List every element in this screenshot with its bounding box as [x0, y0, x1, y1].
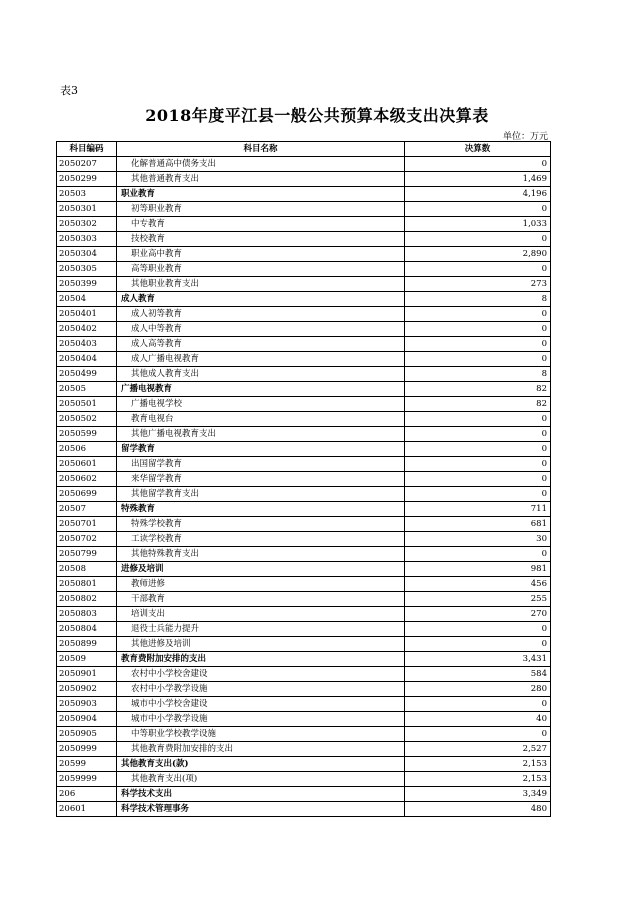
row-name: 化解普通高中债务支出: [117, 157, 405, 172]
row-name: 广播电视学校: [117, 397, 405, 412]
table-row: [57, 742, 551, 757]
row-code: 2050499: [57, 367, 117, 382]
row-value: 0: [405, 622, 551, 637]
row-value: 4,196: [405, 187, 551, 202]
row-code: 20508: [57, 562, 117, 577]
row-code: 2050404: [57, 352, 117, 367]
row-name: 退役士兵能力提升: [117, 622, 405, 637]
row-code: 2050402: [57, 322, 117, 337]
row-value: 480: [405, 802, 551, 817]
row-value: 0: [405, 547, 551, 562]
row-value: 456: [405, 577, 551, 592]
row-value: 280: [405, 682, 551, 697]
row-name: 成人教育: [117, 292, 405, 307]
row-code: 20507: [57, 502, 117, 517]
table-number-label: 表3: [60, 84, 78, 97]
row-code: 2050501: [57, 397, 117, 412]
row-value: 3,349: [405, 787, 551, 802]
row-code: 2050903: [57, 697, 117, 712]
row-name: 工读学校教育: [117, 532, 405, 547]
row-code: 2050303: [57, 232, 117, 247]
row-name: 培训支出: [117, 607, 405, 622]
table-row: [57, 232, 551, 247]
page-title: 2018年度平江县一般公共预算本级支出决算表: [145, 106, 489, 125]
row-name: 干部教育: [117, 592, 405, 607]
row-code: 2050904: [57, 712, 117, 727]
row-code: 2050403: [57, 337, 117, 352]
table-row: [57, 397, 551, 412]
row-name: 特殊教育: [117, 502, 405, 517]
row-value: 255: [405, 592, 551, 607]
row-name: 其他进修及培训: [117, 637, 405, 652]
table-row: [57, 367, 551, 382]
row-code: 2050699: [57, 487, 117, 502]
row-value: 82: [405, 382, 551, 397]
budget-table: [56, 141, 551, 817]
table-row: [57, 592, 551, 607]
table-header-row: [57, 142, 551, 157]
table-body: [57, 157, 551, 817]
row-value: 0: [405, 232, 551, 247]
row-value: 30: [405, 532, 551, 547]
row-name: 其他职业教育支出: [117, 277, 405, 292]
row-value: 0: [405, 262, 551, 277]
row-value: 1,469: [405, 172, 551, 187]
table-row: [57, 787, 551, 802]
row-name: 成人广播电视教育: [117, 352, 405, 367]
row-name: 城市中小学教学设施: [117, 712, 405, 727]
row-name: 其他普通教育支出: [117, 172, 405, 187]
table-row: [57, 652, 551, 667]
row-name: 广播电视教育: [117, 382, 405, 397]
row-name: 进修及培训: [117, 562, 405, 577]
row-name: 教育电视台: [117, 412, 405, 427]
row-value: 8: [405, 292, 551, 307]
row-name: 高等职业教育: [117, 262, 405, 277]
row-name: 科学技术支出: [117, 787, 405, 802]
row-value: 273: [405, 277, 551, 292]
table-row: [57, 292, 551, 307]
table-row: [57, 577, 551, 592]
row-code: 2050305: [57, 262, 117, 277]
table-row: [57, 277, 551, 292]
row-code: 2050299: [57, 172, 117, 187]
row-value: 2,890: [405, 247, 551, 262]
table-row: [57, 247, 551, 262]
row-code: 2050999: [57, 742, 117, 757]
row-name: 职业教育: [117, 187, 405, 202]
row-name: 农村中小学教学设施: [117, 682, 405, 697]
table-row: [57, 187, 551, 202]
row-name: 教育费附加安排的支出: [117, 652, 405, 667]
row-code: 20505: [57, 382, 117, 397]
table-row: [57, 352, 551, 367]
row-value: 0: [405, 442, 551, 457]
row-code: 2050502: [57, 412, 117, 427]
row-code: 2050799: [57, 547, 117, 562]
row-name: 城市中小学校舍建设: [117, 697, 405, 712]
table-row: [57, 337, 551, 352]
table-row: [57, 217, 551, 232]
table-row: [57, 517, 551, 532]
row-code: 2050207: [57, 157, 117, 172]
row-name: 教师进修: [117, 577, 405, 592]
table-row: [57, 547, 551, 562]
row-code: 2050899: [57, 637, 117, 652]
row-value: 584: [405, 667, 551, 682]
row-value: 981: [405, 562, 551, 577]
row-value: 0: [405, 472, 551, 487]
row-code: 20506: [57, 442, 117, 457]
row-value: 0: [405, 322, 551, 337]
row-code: 2050304: [57, 247, 117, 262]
table-row: [57, 262, 551, 277]
table-row: [57, 532, 551, 547]
table-row: [57, 487, 551, 502]
row-name: 其他广播电视教育支出: [117, 427, 405, 442]
row-name: 中专教育: [117, 217, 405, 232]
row-name: 出国留学教育: [117, 457, 405, 472]
row-code: 2050399: [57, 277, 117, 292]
table-row: [57, 307, 551, 322]
row-name: 其他教育支出(项): [117, 772, 405, 787]
row-code: 2050702: [57, 532, 117, 547]
row-value: 0: [405, 157, 551, 172]
row-name: 其他留学教育支出: [117, 487, 405, 502]
row-code: 20509: [57, 652, 117, 667]
table-row: [57, 607, 551, 622]
table-row: [57, 202, 551, 217]
table-row: [57, 772, 551, 787]
row-code: 2050804: [57, 622, 117, 637]
row-value: 0: [405, 202, 551, 217]
row-name: 初等职业教育: [117, 202, 405, 217]
row-value: 3,431: [405, 652, 551, 667]
row-name: 技校教育: [117, 232, 405, 247]
row-value: 0: [405, 727, 551, 742]
row-code: 2050802: [57, 592, 117, 607]
row-name: 其他教育支出(款): [117, 757, 405, 772]
row-code: 20601: [57, 802, 117, 817]
table-row: [57, 427, 551, 442]
row-code: 2050601: [57, 457, 117, 472]
row-value: 0: [405, 352, 551, 367]
row-code: 2050602: [57, 472, 117, 487]
row-code: 2050701: [57, 517, 117, 532]
table-row: [57, 562, 551, 577]
row-name: 成人初等教育: [117, 307, 405, 322]
table-row: [57, 697, 551, 712]
row-value: 0: [405, 457, 551, 472]
table-row: [57, 712, 551, 727]
row-name: 中等职业学校教学设施: [117, 727, 405, 742]
table-row: [57, 622, 551, 637]
row-name: 职业高中教育: [117, 247, 405, 262]
header-value: 决算数: [405, 142, 551, 157]
header-code: 科目编码: [57, 142, 117, 157]
row-value: 0: [405, 487, 551, 502]
row-code: 2050302: [57, 217, 117, 232]
row-name: 其他成人教育支出: [117, 367, 405, 382]
row-name: 农村中小学校舍建设: [117, 667, 405, 682]
row-value: 40: [405, 712, 551, 727]
table-row: [57, 442, 551, 457]
row-code: 2050902: [57, 682, 117, 697]
table-row: [57, 322, 551, 337]
row-value: 0: [405, 412, 551, 427]
row-value: 711: [405, 502, 551, 517]
table-row: [57, 502, 551, 517]
header-name: 科目名称: [117, 142, 405, 157]
table-row: [57, 457, 551, 472]
row-value: 0: [405, 427, 551, 442]
table-row: [57, 637, 551, 652]
row-name: 留学教育: [117, 442, 405, 457]
row-value: 1,033: [405, 217, 551, 232]
row-code: 20503: [57, 187, 117, 202]
row-code: 20599: [57, 757, 117, 772]
row-code: 2050401: [57, 307, 117, 322]
row-name: 科学技术管理事务: [117, 802, 405, 817]
row-code: 2050599: [57, 427, 117, 442]
row-name: 成人高等教育: [117, 337, 405, 352]
table-row: [57, 757, 551, 772]
row-value: 0: [405, 637, 551, 652]
row-value: 82: [405, 397, 551, 412]
row-name: 其他教育费附加安排的支出: [117, 742, 405, 757]
row-code: 2050905: [57, 727, 117, 742]
row-code: 2059999: [57, 772, 117, 787]
row-value: 2,153: [405, 757, 551, 772]
row-code: 2050803: [57, 607, 117, 622]
table-row: [57, 727, 551, 742]
row-value: 0: [405, 697, 551, 712]
table-row: [57, 472, 551, 487]
row-name: 来华留学教育: [117, 472, 405, 487]
row-value: 2,153: [405, 772, 551, 787]
row-code: 206: [57, 787, 117, 802]
row-name: 成人中等教育: [117, 322, 405, 337]
row-name: 其他特殊教育支出: [117, 547, 405, 562]
row-code: 2050801: [57, 577, 117, 592]
row-value: 270: [405, 607, 551, 622]
row-name: 特殊学校教育: [117, 517, 405, 532]
table-row: [57, 157, 551, 172]
row-code: 2050301: [57, 202, 117, 217]
row-code: 20504: [57, 292, 117, 307]
table-row: [57, 382, 551, 397]
row-value: 681: [405, 517, 551, 532]
row-value: 0: [405, 337, 551, 352]
row-value: 2,527: [405, 742, 551, 757]
row-value: 8: [405, 367, 551, 382]
row-code: 2050901: [57, 667, 117, 682]
table-row: [57, 667, 551, 682]
table-row: [57, 172, 551, 187]
unit-label: 单位：万元: [502, 132, 548, 142]
table-row: [57, 802, 551, 817]
table-row: [57, 412, 551, 427]
row-value: 0: [405, 307, 551, 322]
table-row: [57, 682, 551, 697]
